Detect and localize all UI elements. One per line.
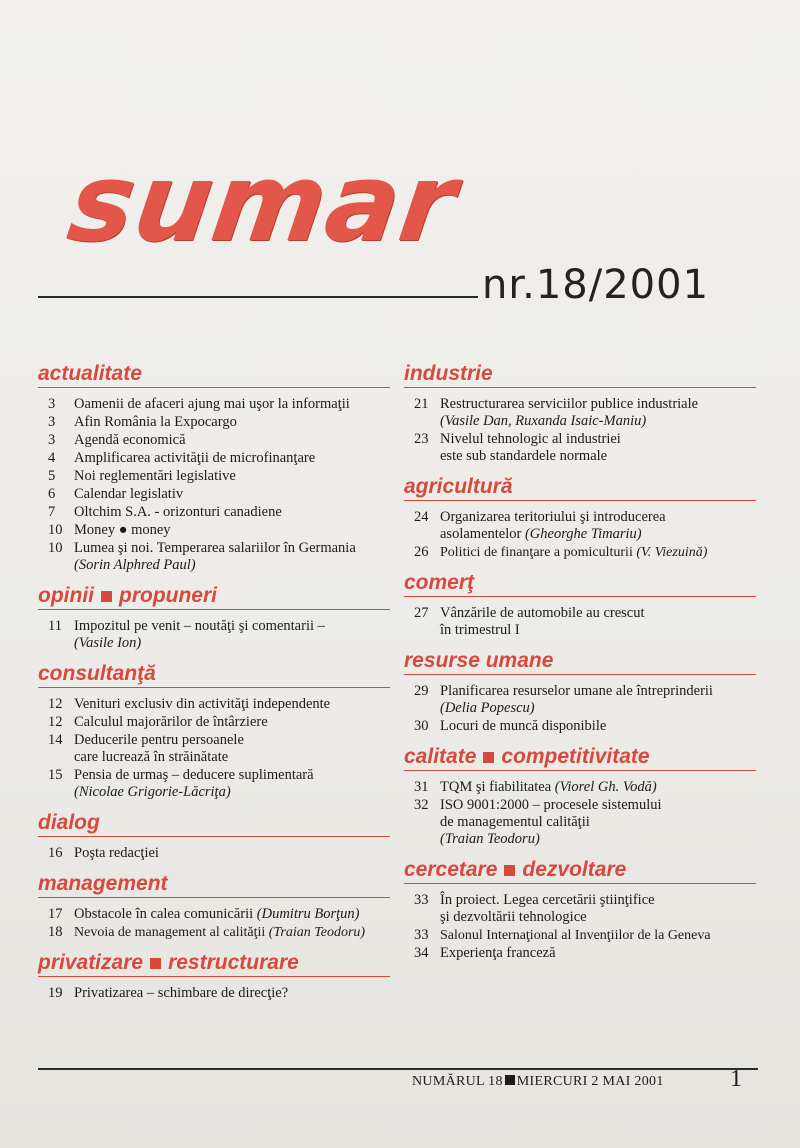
- section-opinii-propuneri: [38, 584, 390, 652]
- toc-item: 11 Impozitul pe venit – noutăţi şi comentarii – (Vasile Ion): [38, 618, 390, 652]
- square-bullet-icon: [150, 958, 161, 969]
- toc-item: 30 Locuri de muncă disponibile: [414, 718, 607, 734]
- section-heading: industrie: [404, 362, 756, 388]
- toc-item: 23 Nivelul tehnologic al industriei este sub standardele normale: [414, 431, 621, 464]
- toc-item: 17 Obstacole în calea comunicării (Dumitru Borţun): [48, 906, 360, 922]
- section-industrie: [404, 362, 756, 465]
- section-heading: consultanţă: [38, 662, 390, 688]
- toc-item: 3 Afin România la Expocargo: [48, 414, 237, 430]
- toc-item: 5 Noi reglementări legislative: [48, 468, 236, 484]
- author: (V. Viezuină): [636, 545, 708, 560]
- footer-issue-date: NUMĂRUL 18 MIERCURI 2 MAI 2001: [412, 1074, 664, 1089]
- section-comert: [404, 571, 756, 639]
- footer-rule: [38, 1068, 758, 1070]
- toc-item: 24 Organizarea teritoriului şi introducerea asolamentelor (Gheorghe Timariu): [414, 509, 666, 542]
- toc-item: 6 Calendar legislativ: [48, 486, 184, 502]
- toc-item: 12 Calculul majorărilor de întârziere: [48, 714, 268, 730]
- author: (Traian Teodoru): [268, 925, 366, 940]
- section-heading: privatizare restructurare: [38, 951, 390, 977]
- author: (Nicolae Grigorie-Lăcriţa): [74, 784, 231, 800]
- section-management: [38, 872, 390, 941]
- section-heading: agricultură: [404, 475, 756, 501]
- author: (Vasile Dan, Ruxanda Isaic-Maniu): [440, 413, 647, 429]
- issue-number: nr.18/2001: [482, 262, 710, 308]
- toc-item: 3 Agendă economică: [48, 432, 186, 448]
- toc-item: 33 În proiect. Legea cercetării ştiinţifice şi dezvoltării tehnologice: [414, 892, 655, 925]
- toc-item: 16 Poşta redacţiei: [48, 845, 159, 861]
- section-dialog: [38, 811, 390, 862]
- toc-item: 15 Pensia de urmaş – deducere suplimentară (Nicolae Grigorie-Lăcriţa): [38, 767, 390, 801]
- toc-item: 12 Venituri exclusiv din activităţi independente: [48, 696, 331, 712]
- toc-item: 18 Nevoia de management al calităţii (Traian Teodoru): [48, 924, 366, 940]
- square-bullet-icon: [101, 591, 112, 602]
- square-bullet-icon: [504, 865, 515, 876]
- section-heading: comerţ: [404, 571, 756, 597]
- author: (Delia Popescu): [440, 700, 535, 716]
- page-number: 1: [730, 1066, 742, 1092]
- section-actualitate: [38, 362, 390, 574]
- toc-item: 34 Experienţa franceză: [414, 945, 556, 961]
- section-resurse-umane: [404, 649, 756, 735]
- left-column: [38, 362, 390, 1012]
- section-agricultura: [404, 475, 756, 561]
- masthead-rule: [38, 296, 478, 298]
- toc-item: 14 Deducerile pentru persoanele care lucrează în străinătate: [48, 732, 244, 765]
- toc-item: 10 Money ● money: [48, 522, 171, 538]
- toc-item: 33 Salonul Internaţional al Invenţiilor de la Geneva: [414, 927, 711, 943]
- toc-item: 19 Privatizarea – schimbare de direcţie?: [48, 985, 289, 1001]
- toc-item: 31 TQM şi fiabilitatea (Viorel Gh. Vodă): [414, 779, 657, 795]
- section-heading: resurse umane: [404, 649, 756, 675]
- section-heading: actualitate: [38, 362, 390, 388]
- author: (Traian Teodoru): [440, 831, 540, 847]
- section-cercetare-dezvoltare: [404, 858, 756, 962]
- section-consultanta: [38, 662, 390, 801]
- toc-item: 32 ISO 9001:2000 – procesele sistemului de managementul calităţii (Traian Teodoru): [404, 797, 756, 848]
- section-heading: opinii propuneri: [38, 584, 390, 610]
- author: (Sorin Alphred Paul): [74, 557, 196, 573]
- masthead-title: sumar: [61, 141, 464, 266]
- author: (Viorel Gh. Vodă): [554, 779, 657, 795]
- toc-item: 29 Planificarea resurselor umane ale întreprinderii (Delia Popescu): [404, 683, 756, 717]
- section-heading: cercetare dezvoltare: [404, 858, 756, 884]
- author: (Gheorghe Timariu): [524, 526, 642, 542]
- section-heading: calitate competitivitate: [404, 745, 756, 771]
- toc-item: 21 Restructurarea serviciilor publice industriale (Vasile Dan, Ruxanda Isaic-Maniu): [404, 396, 756, 430]
- square-bullet-icon: [505, 1075, 515, 1085]
- section-heading: dialog: [38, 811, 390, 837]
- toc-item: 27 Vânzările de automobile au crescut în trimestrul I: [414, 605, 645, 638]
- right-column: [404, 362, 756, 972]
- section-privatizare-restructurare: [38, 951, 390, 1002]
- toc-item: 4 Amplificarea activităţii de microfinanţare: [48, 450, 316, 466]
- toc-item: 3 Oamenii de afaceri ajung mai uşor la informaţii: [48, 396, 350, 412]
- author: (Dumitru Borţun): [256, 906, 360, 922]
- toc-item: 7 Oltchim S.A. - orizonturi canadiene: [48, 504, 282, 520]
- toc-item: 26 Politici de finanţare a pomiculturii (V. Viezuină): [414, 544, 708, 560]
- toc-item: 10 Lumea şi noi. Temperarea salariilor în Germania (Sorin Alphred Paul): [38, 540, 390, 574]
- section-calitate-competitivitate: [404, 745, 756, 848]
- author: (Vasile Ion): [74, 635, 142, 651]
- square-bullet-icon: [483, 752, 494, 763]
- section-heading: management: [38, 872, 390, 898]
